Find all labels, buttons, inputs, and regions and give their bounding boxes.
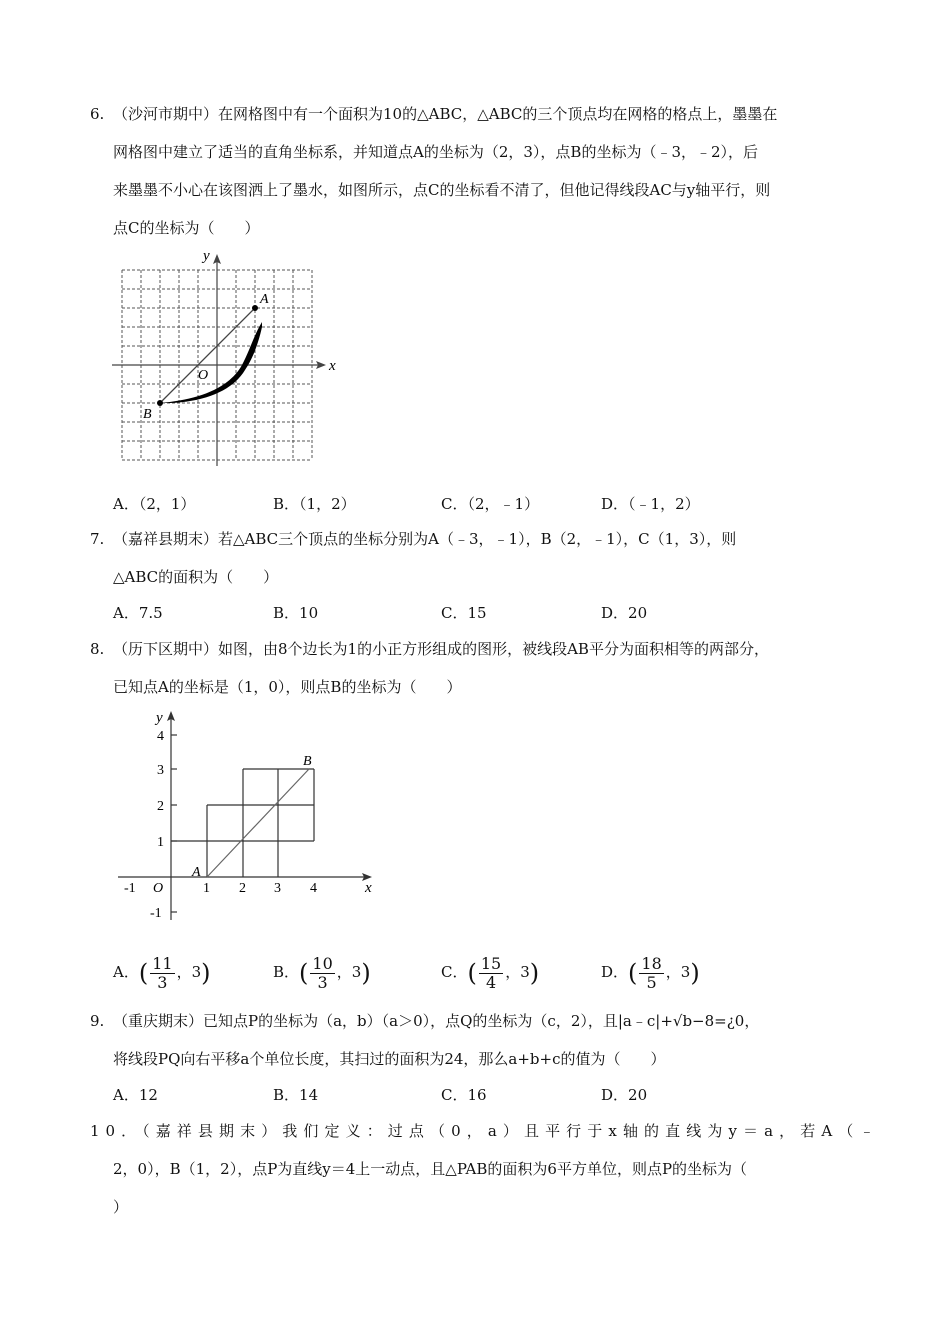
q9-option-a[interactable]: A．12 — [113, 1086, 158, 1104]
q8-option-c-prefix: C． — [441, 963, 468, 981]
q9-line-2: 将线段PQ向右平移a个单位长度，其扫过的面积为24，那么a+b+c的值为（ ） — [113, 1050, 666, 1068]
q8-squares — [171, 769, 314, 877]
q8-figure — [112, 700, 387, 930]
q8-xtick-1: 1 — [203, 881, 210, 896]
q8-ytick-4: 4 — [157, 729, 164, 744]
q8-ticks — [171, 735, 177, 912]
q8-option-c-denominator: 4 — [485, 972, 497, 992]
q6-option-a[interactable]: A．（2，1） — [113, 495, 196, 513]
q8-option-d-denominator: 5 — [646, 972, 657, 992]
q10-number: 10． — [90, 1122, 143, 1140]
q8-option-d-y: 3 — [680, 963, 691, 981]
q8-xtick-neg1: -1 — [124, 881, 136, 896]
q7-option-c[interactable]: C．15 — [441, 604, 487, 622]
q9-option-b[interactable]: B．14 — [273, 1086, 319, 1104]
q10-line-2: 2，0），B（1，2），点P为直线y＝4上一动点，且△PAB的面积为6平方单位，则点P的坐标为（ — [113, 1160, 748, 1178]
q6-line-1 — [90, 103, 777, 125]
q6-label-a: A — [260, 292, 269, 307]
q6-point-b — [157, 400, 163, 406]
q8-line-2: 已知点A的坐标是（1，0），则点B的坐标为（ ） — [113, 678, 462, 696]
q8-option-b-prefix: B． — [273, 963, 300, 981]
q8-label-a: A — [192, 865, 201, 880]
q10-line-3: ） — [113, 1198, 129, 1216]
q8-number: 8. — [90, 640, 105, 658]
q8-option-a-prefix: A． — [113, 963, 139, 981]
q8-option-b-y: 3 — [351, 963, 362, 981]
q7-option-d[interactable]: D．20 — [601, 604, 648, 622]
q8-ytick-neg1: -1 — [150, 906, 162, 921]
q8-option-a-denominator: 3 — [157, 972, 168, 992]
q8-option-b-numerator: 10 — [312, 953, 333, 973]
q8-label-b: B — [303, 754, 312, 769]
q9-number: 9. — [90, 1012, 105, 1030]
q8-option-d-numerator: 18 — [641, 953, 662, 973]
q7-line-2: △ABC的面积为（ ） — [113, 568, 279, 586]
q6-label-x: x — [329, 358, 336, 374]
q6-label-o: O — [198, 368, 209, 383]
q8-option-a-y: 3 — [191, 963, 202, 981]
q10-line-1 — [90, 1120, 881, 1142]
q7-line-1 — [90, 528, 736, 550]
q10-text-1: （嘉祥县期末）我们定义：过点（0，a）且平行于x轴的直线为y＝a，若A（﹣ — [142, 1122, 881, 1140]
q8-ytick-1: 1 — [157, 835, 164, 850]
q6-option-b[interactable]: B．（1，2） — [273, 495, 356, 513]
q6-ink-blot — [160, 322, 262, 403]
q6-line-4: 点C的坐标为（ ） — [113, 219, 260, 237]
q7-text-1: （嘉祥县期末）若△ABC三个顶点的坐标分别为A（﹣3，﹣1），B（2，﹣1），C（1，3），则 — [113, 530, 737, 548]
q9-option-c[interactable]: C．16 — [441, 1086, 487, 1104]
q6-label-b: B — [143, 407, 152, 422]
q8-xtick-3: 3 — [274, 881, 281, 896]
q6-point-a — [252, 305, 258, 311]
q6-segment-ab — [160, 308, 255, 403]
q8-segment-ab — [207, 769, 309, 877]
q8-line-1 — [90, 638, 769, 660]
q8-option-c-numerator: 15 — [480, 953, 502, 973]
q6-option-c[interactable]: C．（2，﹣1） — [441, 495, 540, 513]
q7-number: 7. — [90, 530, 105, 548]
q7-option-b[interactable]: B．10 — [273, 604, 319, 622]
q8-option-c-y: 3 — [520, 963, 530, 981]
q6-figure — [108, 242, 348, 467]
q8-option-a-numerator: 11 — [152, 953, 173, 973]
q6-text-1: （沙河市期中）在网格图中有一个面积为10的△ABC，△ABC的三个顶点均在网格的格点上，墨墨在 — [113, 105, 778, 123]
q6-label-y: y — [203, 248, 210, 264]
q8-option-d[interactable]: D．( $\frac{18}{5}$ ，3) — [601, 953, 700, 992]
q6-number: 6. — [90, 105, 105, 123]
q7-option-a[interactable]: A．7.5 — [113, 604, 163, 622]
q8-option-a[interactable]: A．( $\frac{11}{3}$ ，3) — [113, 953, 211, 992]
q8-label-y: y — [156, 710, 163, 726]
q6-option-d[interactable]: D．（﹣1，2） — [601, 495, 700, 513]
q8-label-o: O — [153, 881, 164, 896]
q6-line-3: 来墨墨不小心在该图洒上了墨水，如图所示，点C的坐标看不清了，但他记得线段AC与y轴平行，则 — [113, 181, 771, 199]
q9-option-d[interactable]: D．20 — [601, 1086, 648, 1104]
q8-option-b-denominator: 3 — [317, 972, 328, 992]
q8-option-b[interactable]: B．( $\frac{10}{3}$ ，3) — [273, 953, 371, 992]
q6-line-2: 网格图中建立了适当的直角坐标系，并知道点A的坐标为（2，3），点B的坐标为（﹣3，﹣2），后 — [113, 143, 759, 161]
q8-option-d-prefix: D． — [601, 963, 629, 981]
q8-xtick-4: 4 — [310, 881, 317, 896]
q9-text-1: （重庆期末）已知点P的坐标为（a，b）（a＞0），点Q的坐标为（c，2），且|a﹣c|+√b−8=¿0， — [113, 1012, 760, 1030]
q8-text-1: （历下区期中）如图，由8个边长为1的小正方形组成的图形，被线段AB平分为面积相等的两部分， — [113, 640, 769, 658]
q8-label-x: x — [365, 880, 372, 896]
q8-xtick-2: 2 — [239, 881, 246, 896]
q8-ytick-3: 3 — [157, 763, 164, 778]
q8-ytick-2: 2 — [157, 799, 164, 814]
q9-line-1 — [90, 1010, 759, 1032]
q8-option-c[interactable]: C．( $\frac{15}{4}$ ，3) — [441, 953, 540, 992]
